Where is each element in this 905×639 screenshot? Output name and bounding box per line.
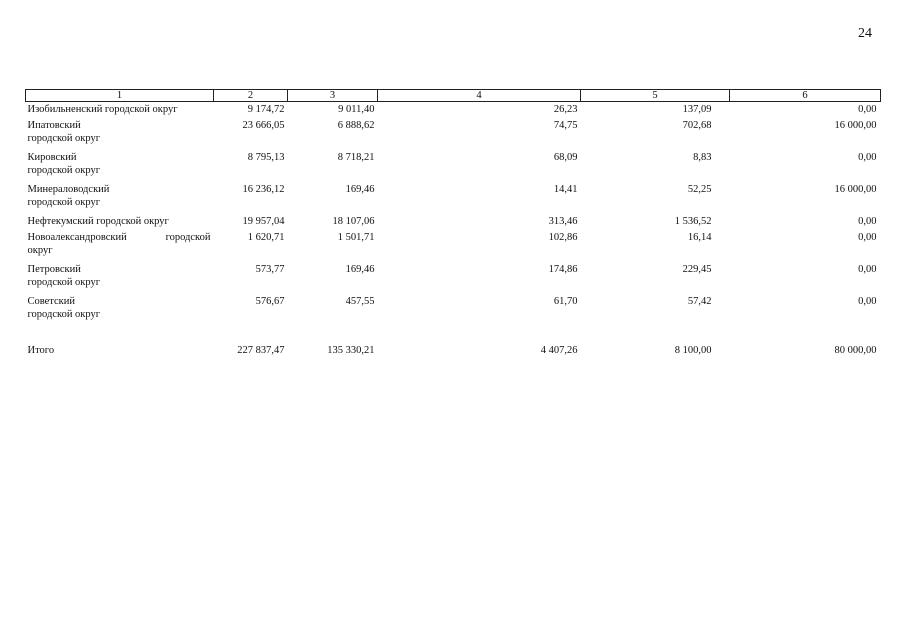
page-number: 24 bbox=[858, 26, 872, 41]
row-name-line: Минераловодский bbox=[27, 184, 110, 195]
cell-value: 1 620,71 bbox=[247, 232, 285, 243]
data-table bbox=[25, 89, 881, 362]
cell-value: 14,41 bbox=[553, 184, 578, 195]
cell-value: 702,68 bbox=[682, 120, 712, 131]
row-name bbox=[26, 294, 214, 326]
table-row bbox=[26, 150, 881, 182]
row-name-line: Изобильненский городской округ bbox=[27, 104, 178, 115]
cell-value: 174,86 bbox=[548, 264, 578, 275]
table-header-row bbox=[26, 90, 881, 102]
column-header: 3 bbox=[288, 90, 378, 102]
row-name bbox=[26, 150, 214, 182]
total-value: 4 407,26 bbox=[540, 345, 578, 356]
row-name-line: городской округ bbox=[27, 309, 101, 320]
total-value: 227 837,47 bbox=[237, 345, 285, 356]
cell-value: 169,46 bbox=[345, 184, 375, 195]
row-name-line: округ bbox=[27, 245, 53, 256]
total-label: Итого bbox=[27, 345, 55, 356]
cell-value: 18 107,06 bbox=[332, 216, 375, 227]
column-header: 1 bbox=[26, 90, 214, 102]
cell-value: 16,14 bbox=[687, 232, 712, 243]
row-name-line: Советский bbox=[27, 296, 76, 307]
cell-value: 1 536,52 bbox=[674, 216, 712, 227]
cell-value: 573,77 bbox=[255, 264, 285, 275]
row-name-line: городской округ bbox=[27, 277, 101, 288]
cell-value: 26,23 bbox=[553, 104, 578, 115]
row-name bbox=[26, 118, 214, 150]
row-name bbox=[26, 214, 214, 230]
cell-value: 169,46 bbox=[345, 264, 375, 275]
row-name-line: Кировский bbox=[27, 152, 77, 163]
cell-value: 68,09 bbox=[553, 152, 578, 163]
cell-value: 52,25 bbox=[687, 184, 712, 195]
cell-value: 16 000,00 bbox=[834, 120, 877, 131]
cell-value: 0,00 bbox=[858, 232, 877, 243]
column-header: 6 bbox=[730, 90, 881, 102]
total-value: 135 330,21 bbox=[327, 345, 375, 356]
cell-value: 0,00 bbox=[858, 264, 877, 275]
cell-value: 16 236,12 bbox=[242, 184, 285, 195]
cell-value: 8 718,21 bbox=[337, 152, 375, 163]
table-row bbox=[26, 182, 881, 214]
cell-value: 23 666,05 bbox=[242, 120, 285, 131]
column-header: 5 bbox=[581, 90, 730, 102]
cell-value: 313,46 bbox=[548, 216, 578, 227]
row-name bbox=[26, 102, 214, 119]
cell-value: 61,70 bbox=[553, 296, 578, 307]
cell-value: 8 795,13 bbox=[247, 152, 285, 163]
row-name-line: Новоалександровский городской bbox=[27, 232, 211, 243]
cell-value: 0,00 bbox=[858, 104, 877, 115]
cell-value: 0,00 bbox=[858, 152, 877, 163]
table-row bbox=[26, 214, 881, 230]
cell-value: 229,45 bbox=[682, 264, 712, 275]
cell-value: 9 011,40 bbox=[338, 104, 375, 115]
column-header: 2 bbox=[214, 90, 288, 102]
cell-value: 0,00 bbox=[858, 296, 877, 307]
table-row bbox=[26, 262, 881, 294]
cell-value: 57,42 bbox=[687, 296, 712, 307]
cell-value: 102,86 bbox=[548, 232, 578, 243]
cell-value: 8,83 bbox=[693, 152, 712, 163]
total-value: 8 100,00 bbox=[674, 345, 712, 356]
total-value: 80 000,00 bbox=[834, 345, 877, 356]
row-name-line: Нефтекумский городской округ bbox=[27, 216, 169, 227]
row-name bbox=[26, 230, 214, 262]
table-row bbox=[26, 102, 881, 119]
table-row bbox=[26, 230, 881, 262]
cell-value: 16 000,00 bbox=[834, 184, 877, 195]
row-name-line: Ипатовский bbox=[27, 120, 81, 131]
cell-value: 0,00 bbox=[858, 216, 877, 227]
table-row bbox=[26, 294, 881, 326]
row-name bbox=[26, 262, 214, 294]
cell-value: 19 957,04 bbox=[242, 216, 285, 227]
cell-value: 9 174,72 bbox=[247, 104, 285, 115]
table-row bbox=[26, 118, 881, 150]
row-name-line: городской округ bbox=[27, 165, 101, 176]
row-name-line: Петровский bbox=[27, 264, 81, 275]
row-name-line: городской округ bbox=[27, 197, 101, 208]
row-name-line: городской округ bbox=[27, 133, 101, 144]
row-name bbox=[26, 182, 214, 214]
cell-value: 457,55 bbox=[345, 296, 375, 307]
cell-value: 1 501,71 bbox=[337, 232, 375, 243]
cell-value: 6 888,62 bbox=[337, 120, 375, 131]
cell-value: 576,67 bbox=[255, 296, 285, 307]
cell-value: 74,75 bbox=[553, 120, 578, 131]
column-header: 4 bbox=[378, 90, 581, 102]
table-total-row bbox=[26, 326, 881, 362]
cell-value: 137,09 bbox=[682, 104, 712, 115]
